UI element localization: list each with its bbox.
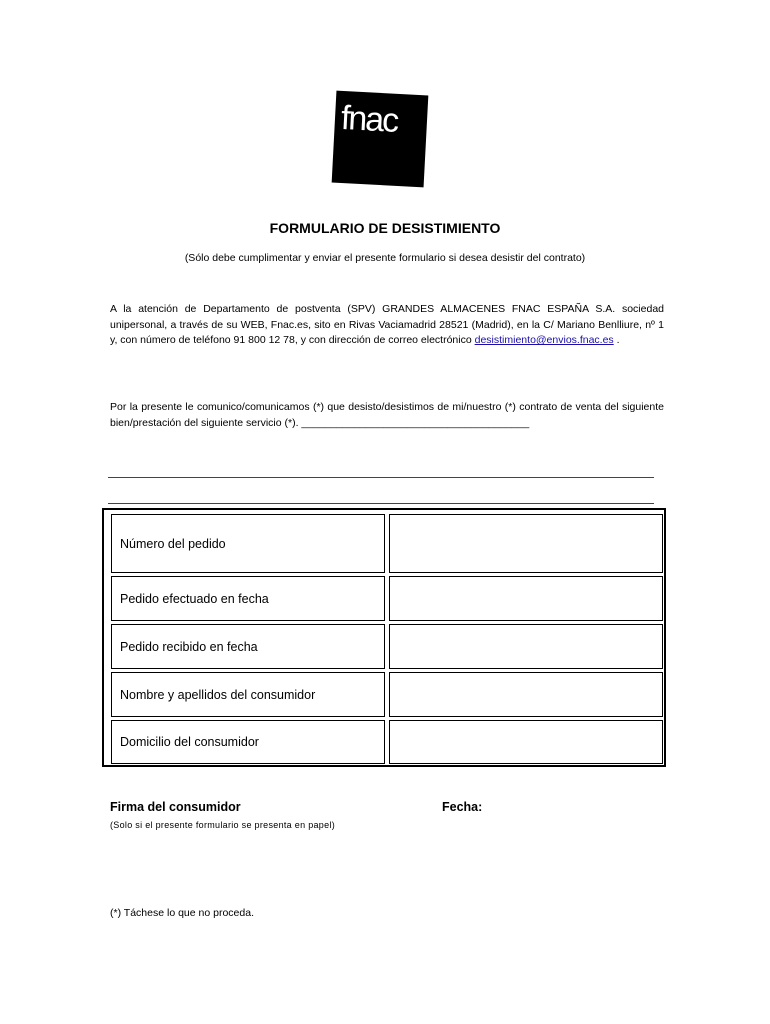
blank-line-2[interactable] — [108, 503, 654, 504]
address-end: . — [613, 334, 620, 346]
strike-note: (*) Táchese lo que no proceda. — [110, 907, 254, 919]
received-date-label: Pedido recibido en fecha — [111, 624, 385, 669]
consumer-address-field[interactable] — [389, 720, 663, 764]
address-text: A la atención de Departamento de postventa (SPV) GRANDES ALMACENES FNAC ESPAÑA S.A. sociedad unipersonal, a través de su WEB, Fnac.es, sito en Rivas Vaciamadrid 28521 (Madrid), en la C/ Mariano Benlliure, nº 1 y, con número de teléfono 91 800 12 78, y con dirección de correo electrónico — [110, 303, 664, 346]
order-details-table — [102, 508, 666, 767]
email-link[interactable]: desistimiento@envios.fnac.es — [474, 334, 614, 346]
order-date-field[interactable] — [389, 576, 663, 621]
consumer-address-label: Domicilio del consumidor — [111, 720, 385, 764]
address-paragraph — [110, 302, 664, 349]
received-date-field[interactable] — [389, 624, 663, 669]
date-label: Fecha: — [442, 800, 483, 814]
blank-line-1[interactable] — [108, 477, 654, 478]
fnac-logo — [332, 91, 429, 188]
paper-note: (Solo si el presente formulario se presenta en papel) — [110, 820, 336, 830]
page-subtitle: (Sólo debe cumplimentar y enviar el presente formulario si desea desistir del contrato) — [184, 252, 586, 264]
consumer-name-label: Nombre y apellidos del consumidor — [111, 672, 385, 717]
order-date-label: Pedido efectuado en fecha — [111, 576, 385, 621]
withdrawal-paragraph: Por la presente le comunico/comunicamos (*) que desisto/desistimos de mi/nuestro (*) contrato de venta del siguiente bien/prestación del siguiente servicio (*). _______________________________________ — [110, 401, 664, 429]
page-title: FORMULARIO DE DESISTIMIENTO — [269, 220, 501, 236]
order-number-label: Número del pedido — [111, 514, 385, 573]
order-number-field[interactable] — [389, 514, 663, 573]
signature-label: Firma del consumidor — [110, 800, 241, 814]
logo-text: fnac — [340, 98, 399, 140]
consumer-name-field[interactable] — [389, 672, 663, 717]
